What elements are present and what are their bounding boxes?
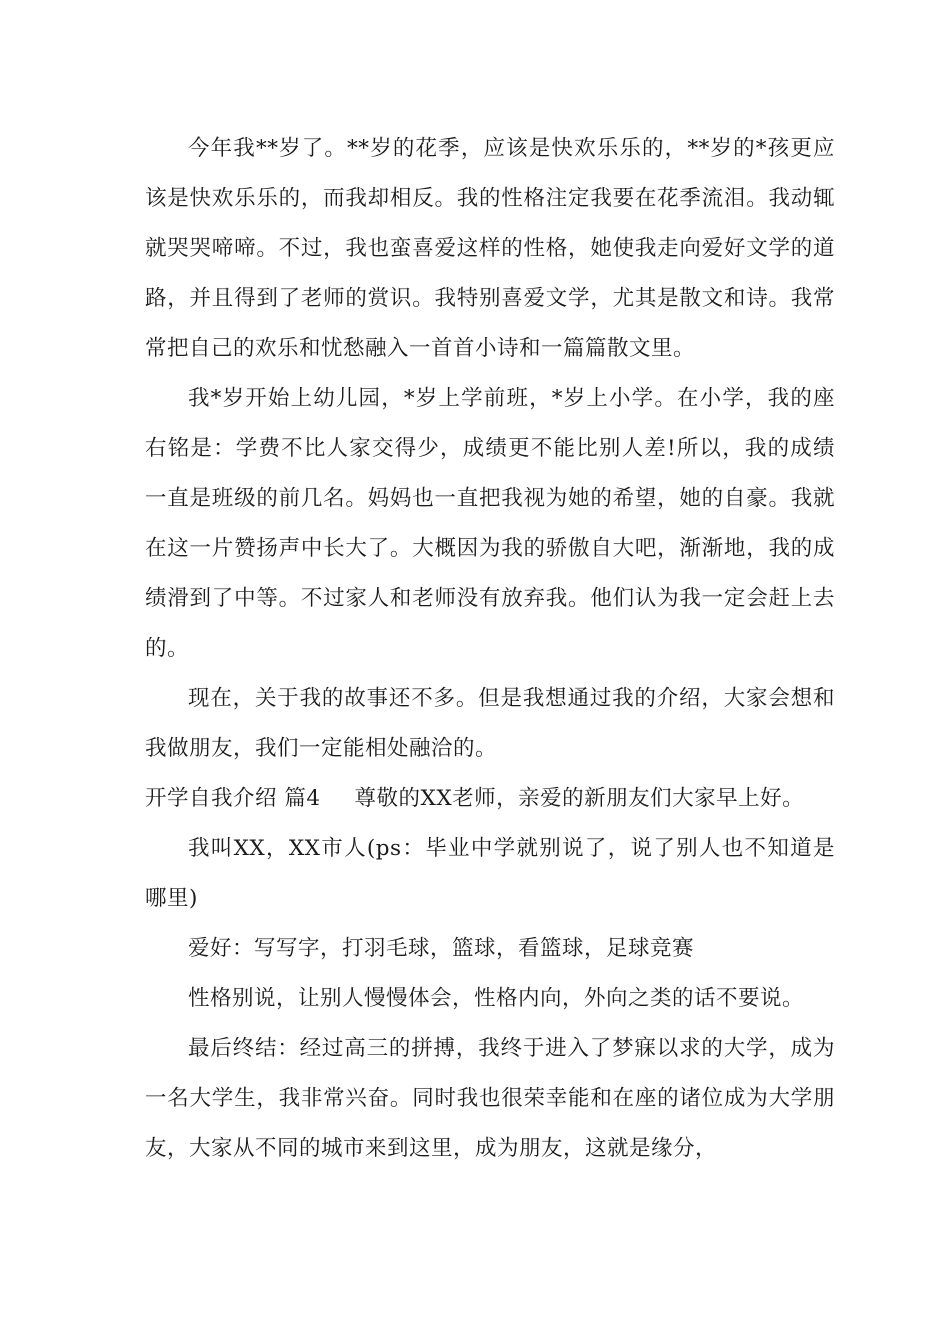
paragraph-age-intro: 今年我**岁了。**岁的花季，应该是快欢乐乐的，**岁的*孩更应该是快欢乐乐的，而我却相反。我的性格注定我要在花季流泪。我动辄就哭哭啼啼。不过，我也蛮喜爱这样的性格，她使我走向爱好文学的道路，并且得到了老师的赏识。我特别喜爱文学，尤其是散文和诗。我常常把自己的欢乐和忧愁融入一首首小诗和一篇篇散文里。 (145, 136, 835, 361)
section-heading-line (145, 774, 835, 824)
paragraph-hobbies: 爱好：写写字，打羽毛球，篮球，看篮球，足球竞赛 (188, 936, 695, 961)
section-greeting: 尊敬的XX老师，亲爱的新朋友们大家早上好。 (354, 786, 805, 811)
paragraph-name-origin: 我叫XX，XX市人(ps：毕业中学就别说了，说了别人也不知道是哪里) (145, 836, 835, 911)
paragraph-personality: 性格别说，让别人慢慢体会，性格内向，外向之类的话不要说。 (188, 986, 805, 1011)
document-body (145, 124, 835, 1174)
paragraph-closing-story: 现在，关于我的故事还不多。但是我想通过我的介绍，大家会想和我做朋友，我们一定能相处融洽的。 (145, 686, 835, 761)
paragraph-conclusion: 最后终结：经过高三的拼搏，我终于进入了梦寐以求的大学，成为一名大学生，我非常兴奋。同时我也很荣幸能和在座的诸位成为大学朋友，大家从不同的城市来到这里，成为朋友，这就是缘分， (145, 1036, 835, 1161)
section-heading: 开学自我介绍 篇4 (145, 786, 321, 811)
paragraph-school-history: 我*岁开始上幼儿园，*岁上学前班，*岁上小学。在小学，我的座右铭是：学费不比人家交得少，成绩更不能比别人差!所以，我的成绩一直是班级的前几名。妈妈也一直把我视为她的希望，她的自豪。我就在这一片赞扬声中长大了。大概因为我的骄傲自大吧，渐渐地，我的成绩滑到了中等。不过家人和老师没有放弃我。他们认为我一定会赶上去的。 (145, 386, 835, 661)
